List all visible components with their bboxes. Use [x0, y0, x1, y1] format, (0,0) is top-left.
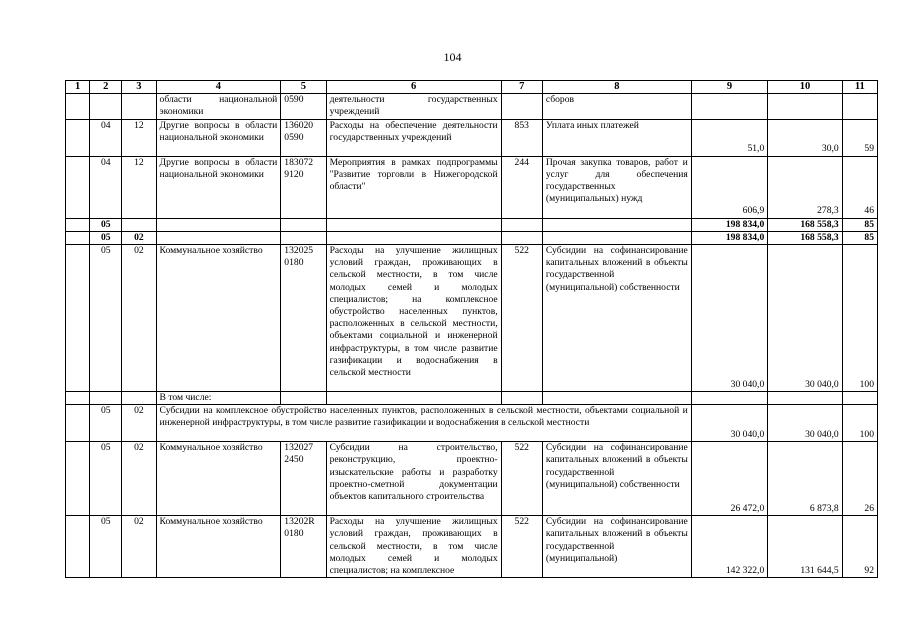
- table-row: [66, 245, 878, 392]
- cell: [768, 392, 842, 405]
- cell: [542, 392, 691, 405]
- cell: 02: [122, 516, 156, 578]
- cell: 30 040,0: [768, 405, 842, 442]
- cell: 05: [90, 231, 122, 244]
- cell: 132025 0180: [281, 245, 326, 392]
- table-row: [66, 231, 878, 244]
- cell: [842, 392, 877, 405]
- col-header: 7: [501, 81, 542, 94]
- cell: 13202R 0180: [281, 516, 326, 578]
- cell: 30 040,0: [691, 245, 767, 392]
- cell: 278,3: [768, 156, 842, 218]
- cell: Субсидии на софинансирование капитальных вложений в объекты государственной (муниципальной) собственности: [542, 245, 691, 392]
- cell: 244: [501, 156, 542, 218]
- cell: 26 472,0: [691, 442, 767, 516]
- cell: [66, 218, 90, 231]
- table-row: [66, 119, 878, 156]
- cell: Расходы на обеспечение деятельности государственных учреждений: [326, 119, 501, 156]
- cell: [542, 218, 691, 231]
- table-row: [66, 218, 878, 231]
- cell: 05: [90, 516, 122, 578]
- cell: деятельности государственных учреждений: [326, 94, 501, 119]
- cell: [842, 94, 877, 119]
- cell: [90, 94, 122, 119]
- page-number: 104: [443, 50, 462, 64]
- cell: [501, 94, 542, 119]
- cell: [326, 218, 501, 231]
- cell: 04: [90, 119, 122, 156]
- cell: [281, 231, 326, 244]
- cell: [326, 231, 501, 244]
- cell: 0590: [281, 94, 326, 119]
- cell: 02: [122, 442, 156, 516]
- cell: [90, 392, 122, 405]
- cell: [66, 245, 90, 392]
- cell: 85: [842, 218, 877, 231]
- table-row: [66, 94, 878, 119]
- cell: Прочая закупка товаров, работ и услуг для обеспечения государственных (муниципальных) нужд: [542, 156, 691, 218]
- cell: 142 322,0: [691, 516, 767, 578]
- cell: 606,9: [691, 156, 767, 218]
- cell: 198 834,0: [691, 231, 767, 244]
- cell: [691, 392, 767, 405]
- cell: Уплата иных платежей: [542, 119, 691, 156]
- cell: [281, 392, 326, 405]
- table-row: [66, 405, 878, 442]
- table-row: [66, 156, 878, 218]
- cell: 522: [501, 245, 542, 392]
- cell: [122, 218, 156, 231]
- cell: 46: [842, 156, 877, 218]
- cell: Другие вопросы в области национальной экономики: [156, 156, 281, 218]
- col-header: 6: [326, 81, 501, 94]
- cell: 132027 2450: [281, 442, 326, 516]
- col-header: 3: [122, 81, 156, 94]
- cell: [768, 94, 842, 119]
- cell: 6 873,8: [768, 442, 842, 516]
- cell: Коммунальное хозяйство: [156, 442, 281, 516]
- cell: Расходы на улучшение жилищных условий граждан, проживающих в сельской местности, в том числе молодых семей и молодых специалистов; на комплексное обустройство населенных пунктов, расположенных в сельской местности, объектами социальной и инженерной инфраструктуры, в том числе развитие газификации и водоснабжения в сельской местности: [326, 245, 501, 392]
- cell: 92: [842, 516, 877, 578]
- cell: [691, 94, 767, 119]
- cell: 183072 9120: [281, 156, 326, 218]
- cell: [542, 231, 691, 244]
- cell: 05: [90, 405, 122, 442]
- cell: Субсидии на строительство, реконструкцию, проектно-изыскательские работы и разработку проектно-сметной документации объектов капитального строительства: [326, 442, 501, 516]
- cell: Другие вопросы в области национальной экономики: [156, 119, 281, 156]
- cell: [66, 156, 90, 218]
- cell: 168 558,3: [768, 218, 842, 231]
- table-row: [66, 392, 878, 405]
- col-header: 9: [691, 81, 767, 94]
- cell: 02: [122, 231, 156, 244]
- cell: [281, 218, 326, 231]
- cell: 198 834,0: [691, 218, 767, 231]
- col-header: 2: [90, 81, 122, 94]
- cell: 522: [501, 442, 542, 516]
- cell: 85: [842, 231, 877, 244]
- col-header: 10: [768, 81, 842, 94]
- cell: [122, 392, 156, 405]
- cell: [66, 119, 90, 156]
- cell: [501, 218, 542, 231]
- cell: 12: [122, 119, 156, 156]
- col-header: 8: [542, 81, 691, 94]
- cell: 136020 0590: [281, 119, 326, 156]
- cell: 02: [122, 405, 156, 442]
- cell: 51,0: [691, 119, 767, 156]
- cell: [66, 231, 90, 244]
- cell: 26: [842, 442, 877, 516]
- cell: 05: [90, 442, 122, 516]
- cell: 59: [842, 119, 877, 156]
- table-row: [66, 516, 878, 578]
- table-row: [66, 442, 878, 516]
- cell: 30 040,0: [691, 405, 767, 442]
- col-header: 4: [156, 81, 281, 94]
- cell: В том числе:: [156, 392, 281, 405]
- header-row: [66, 81, 878, 94]
- cell: 168 558,3: [768, 231, 842, 244]
- cell: 30 040,0: [768, 245, 842, 392]
- cell: [66, 405, 90, 442]
- cell: [156, 218, 281, 231]
- cell: Мероприятия в рамках подпрограммы "Развитие торговли в Нижегородской области": [326, 156, 501, 218]
- col-header: 11: [842, 81, 877, 94]
- cell: 05: [90, 245, 122, 392]
- cell: 100: [842, 405, 877, 442]
- cell: 30,0: [768, 119, 842, 156]
- cell: [66, 94, 90, 119]
- cell: 131 644,5: [768, 516, 842, 578]
- cell: 522: [501, 516, 542, 578]
- col-header: 5: [281, 81, 326, 94]
- budget-table: [65, 80, 878, 578]
- cell: [501, 392, 542, 405]
- cell: [122, 94, 156, 119]
- cell: сборов: [542, 94, 691, 119]
- cell: [66, 392, 90, 405]
- merged-description-cell: Субсидии на комплексное обустройство населенных пунктов, расположенных в сельской местности, объектами социальной и инженерной инфраструктуры, в том числе развитие газификации и водоснабжения в сельской местности: [156, 405, 691, 442]
- col-header: 1: [66, 81, 90, 94]
- cell: 02: [122, 245, 156, 392]
- cell: 05: [90, 218, 122, 231]
- cell: Субсидии на софинансирование капитальных вложений в объекты государственной (муниципальной) собственности: [542, 442, 691, 516]
- cell: [501, 231, 542, 244]
- cell: Субсидии на софинансирование капитальных вложений в объекты государственной (муниципальной): [542, 516, 691, 578]
- cell: области национальной экономики: [156, 94, 281, 119]
- cell: 853: [501, 119, 542, 156]
- cell: Коммунальное хозяйство: [156, 516, 281, 578]
- cell: 100: [842, 245, 877, 392]
- cell: 12: [122, 156, 156, 218]
- cell: 04: [90, 156, 122, 218]
- cell: [326, 392, 501, 405]
- cell: [156, 231, 281, 244]
- cell: Коммунальное хозяйство: [156, 245, 281, 392]
- cell: Расходы на улучшение жилищных условий граждан, проживающих в сельской местности, в том числе молодых семей и молодых специалистов; на комплексное: [326, 516, 501, 578]
- cell: [66, 442, 90, 516]
- cell: [66, 516, 90, 578]
